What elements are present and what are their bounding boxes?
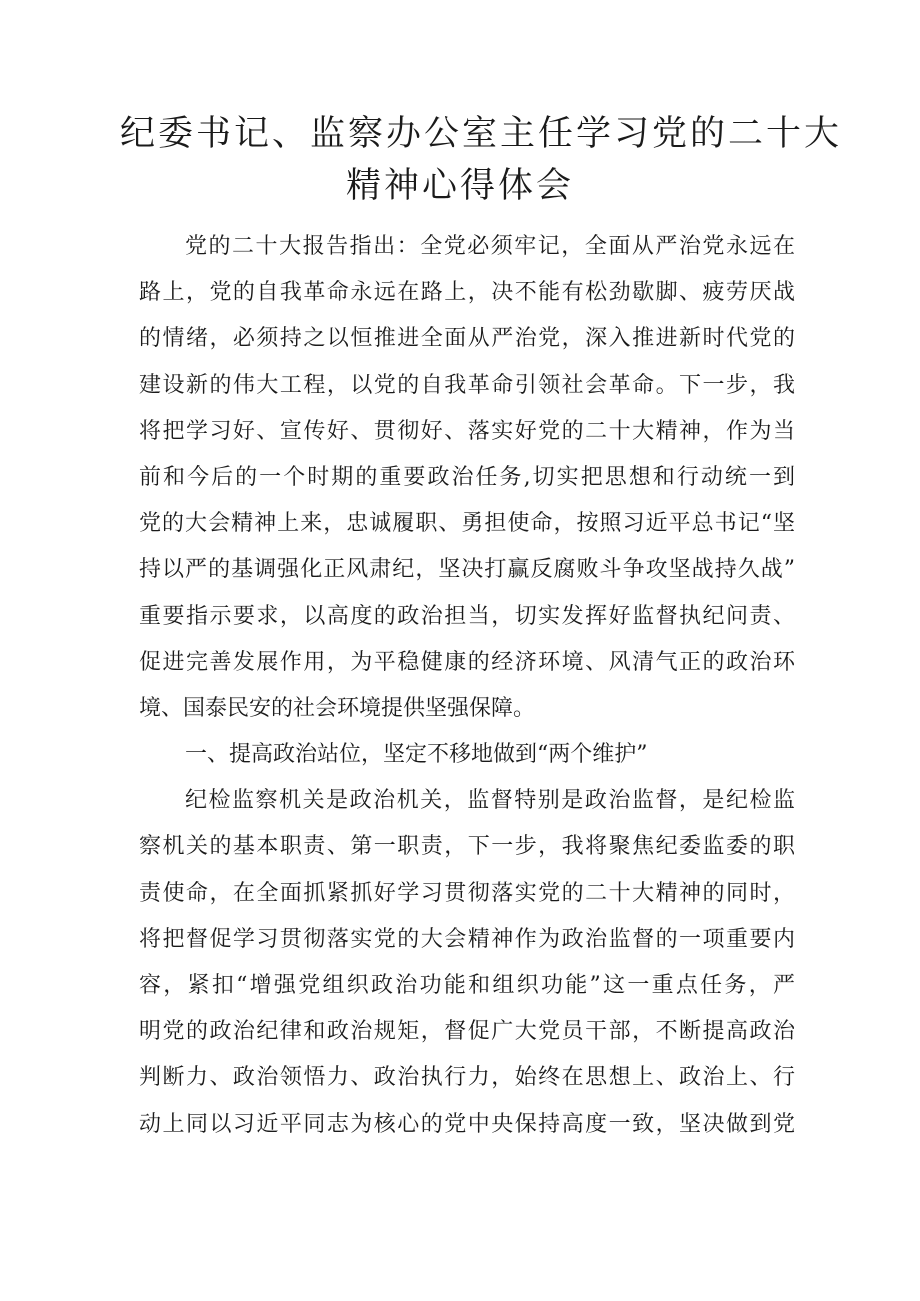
text-line: 判断力、政治领悟力、政治执行力，始终在思想上、政治上、行	[139, 1065, 795, 1091]
text-line: 境、国泰民安的社会环境提供坚强保障。	[139, 695, 536, 721]
text-line: 察机关的基本职责、第一职责，下一步，我将聚焦纪委监委的职	[139, 834, 795, 860]
text-line: 动上同以习近平同志为核心的党中央保持高度一致，坚决做到党	[139, 1111, 795, 1137]
text-line: 党的大会精神上来，忠诚履职、勇担使命，按照习近平总书记“坚	[139, 511, 795, 537]
section-heading-1	[139, 732, 795, 778]
text-line: 将把学习好、宣传好、贯彻好、落实好党的二十大精神，作为当	[139, 418, 795, 444]
title-line-2: 精神心得体会	[345, 166, 574, 206]
text-line: 容，紧扣“增强党组织政治功能和组织功能”这一重点任务，严	[139, 973, 795, 998]
text-line: 重要指示要求，以高度的政治担当，切实发挥好监督执纪问责、	[139, 603, 795, 629]
text-line: 持以严的基调强化正风肃纪，坚决打赢反腐败斗争攻坚战持久战”	[139, 557, 795, 583]
text-line: 纪检监察机关是政治机关，监督特别是政治监督，是纪检监	[185, 788, 795, 814]
text-line: 的情绪，必须持之以恒推进全面从严治党，深入推进新时代党的	[139, 326, 795, 352]
text-line: 党的二十大报告指出：全党必须牢记，全面从严治党永远在	[185, 234, 795, 259]
document-body	[139, 224, 795, 1148]
paragraph-section-1	[139, 778, 795, 1148]
text-line: 促进完善发展作用，为平稳健康的经济环境、风清气正的政治环	[139, 649, 795, 675]
text-line: 将把督促学习贯彻落实党的大会精神作为政治监督的一项重要内	[139, 926, 795, 952]
text-line: 责使命，在全面抓紧抓好学习贯彻落实党的二十大精神的同时，	[139, 880, 795, 906]
text-line: 建设新的伟大工程，以党的自我革命引领社会革命。下一步，我	[139, 372, 795, 398]
paragraph-intro	[139, 224, 795, 732]
text-line: 路上，党的自我革命永远在路上，决不能有松劲歇脚、疲劳厌战	[139, 280, 795, 306]
title-line-1: 纪委书记、监察办公室主任学习党的二十大	[120, 114, 843, 154]
text-line: 明党的政治纪律和政治规矩，督促广大党员干部，不断提高政治	[139, 1019, 795, 1045]
section-heading-text: 一、提高政治站位，坚定不移地做到“两个维护”	[185, 742, 648, 768]
text-line: 前和今后的一个时期的重要政治任务,切实把思想和行动统一到	[139, 464, 795, 490]
document-title	[120, 108, 843, 212]
